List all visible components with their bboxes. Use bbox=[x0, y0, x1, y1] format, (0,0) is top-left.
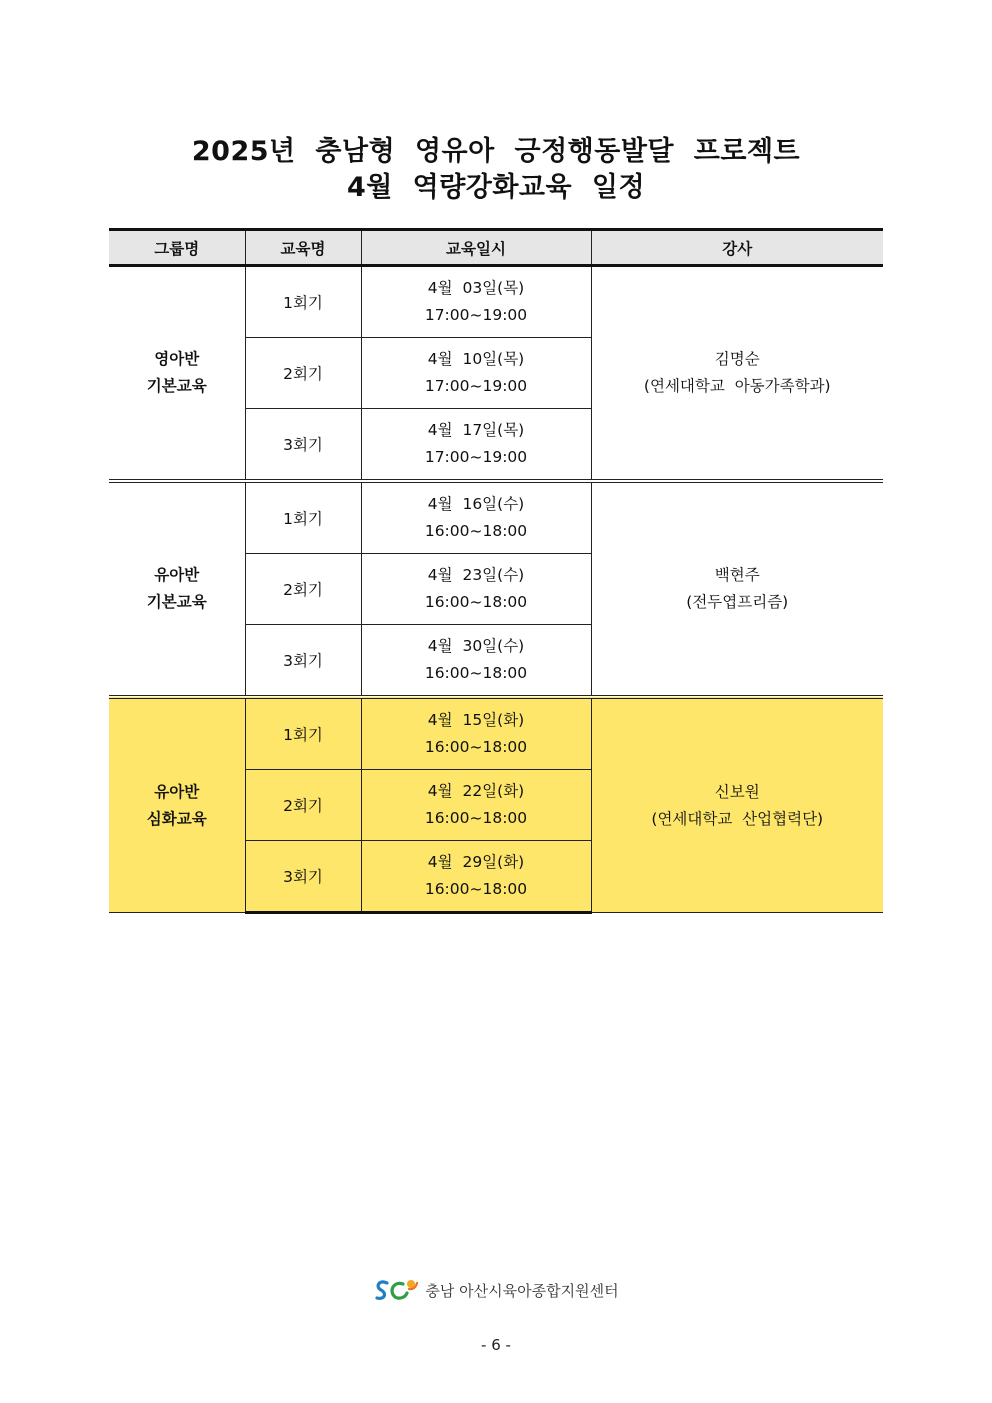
session-time: 16:00~18:00 bbox=[424, 522, 528, 540]
table-header-row bbox=[109, 230, 883, 266]
table-row bbox=[109, 481, 883, 554]
table-row bbox=[109, 697, 883, 770]
footer bbox=[0, 1277, 992, 1303]
table-row bbox=[109, 266, 883, 338]
session-date: 4월 15일(화) bbox=[427, 711, 525, 729]
session-datetime bbox=[361, 338, 591, 409]
session-date: 4월 22일(화) bbox=[427, 782, 525, 800]
session-date: 4월 30일(수) bbox=[427, 637, 525, 655]
group-name-line: 기본교육 bbox=[146, 593, 207, 611]
session-datetime bbox=[361, 841, 591, 913]
session-time: 16:00~18:00 bbox=[424, 738, 528, 756]
schedule-table bbox=[109, 228, 883, 914]
session-label: 2회기 bbox=[245, 338, 361, 409]
instructor-name: 신보원 bbox=[714, 782, 760, 801]
session-date: 4월 03일(목) bbox=[427, 279, 525, 297]
title-line-1: 2025년 충남형 영유아 긍정행동발달 프로젝트 bbox=[191, 136, 801, 167]
session-date: 4월 23일(수) bbox=[427, 566, 525, 584]
session-date: 4월 29일(화) bbox=[427, 853, 525, 871]
session-label: 1회기 bbox=[245, 697, 361, 770]
session-time: 17:00~19:00 bbox=[424, 377, 528, 395]
session-datetime bbox=[361, 266, 591, 338]
session-datetime bbox=[361, 481, 591, 554]
group-name-line: 심화교육 bbox=[146, 809, 207, 828]
session-time: 16:00~18:00 bbox=[424, 664, 528, 682]
session-date: 4월 16일(수) bbox=[427, 495, 525, 513]
header-instructor: 강사 bbox=[591, 230, 883, 266]
group-name-cell bbox=[109, 697, 245, 913]
session-label: 3회기 bbox=[245, 625, 361, 698]
chungnam-logo-icon bbox=[373, 1277, 419, 1303]
instructor-cell bbox=[591, 266, 883, 482]
header-datetime: 교육일시 bbox=[361, 230, 591, 266]
instructor-cell bbox=[591, 697, 883, 913]
session-time: 16:00~18:00 bbox=[424, 593, 528, 611]
session-date: 4월 17일(목) bbox=[427, 421, 525, 439]
session-label: 1회기 bbox=[245, 481, 361, 554]
session-label: 2회기 bbox=[245, 554, 361, 625]
instructor-org: (연세대학교 아동가족학과) bbox=[643, 377, 831, 395]
session-time: 16:00~18:00 bbox=[424, 809, 528, 827]
instructor-org: (연세대학교 산업협력단) bbox=[651, 809, 824, 828]
group-name-cell bbox=[109, 481, 245, 697]
instructor-org: (전두엽프리즘) bbox=[686, 593, 789, 611]
page-title bbox=[0, 134, 992, 206]
session-datetime bbox=[361, 770, 591, 841]
session-label: 3회기 bbox=[245, 409, 361, 482]
page-number: - 6 - bbox=[481, 1336, 511, 1354]
footer-org-name: 충남 아산시육아종합지원센터 bbox=[425, 1281, 619, 1300]
group-name-line: 영아반 bbox=[154, 350, 200, 368]
session-label: 3회기 bbox=[245, 841, 361, 913]
session-label: 2회기 bbox=[245, 770, 361, 841]
instructor-name: 백현주 bbox=[714, 566, 760, 584]
header-course: 교육명 bbox=[245, 230, 361, 266]
session-label: 1회기 bbox=[245, 266, 361, 338]
group-name-cell bbox=[109, 266, 245, 482]
session-datetime bbox=[361, 554, 591, 625]
group-name-line: 유아반 bbox=[154, 782, 200, 801]
session-datetime bbox=[361, 697, 591, 770]
instructor-name: 김명순 bbox=[714, 350, 760, 368]
session-time: 16:00~18:00 bbox=[424, 880, 528, 898]
title-line-2: 4월 역량강화교육 일정 bbox=[346, 172, 646, 203]
group-name-line: 기본교육 bbox=[146, 377, 207, 395]
session-time: 17:00~19:00 bbox=[424, 448, 528, 466]
header-group: 그룹명 bbox=[109, 230, 245, 266]
group-name-line: 유아반 bbox=[154, 566, 200, 584]
instructor-cell bbox=[591, 481, 883, 697]
session-datetime bbox=[361, 625, 591, 698]
session-time: 17:00~19:00 bbox=[424, 306, 528, 324]
session-date: 4월 10일(목) bbox=[427, 350, 525, 368]
session-datetime bbox=[361, 409, 591, 482]
